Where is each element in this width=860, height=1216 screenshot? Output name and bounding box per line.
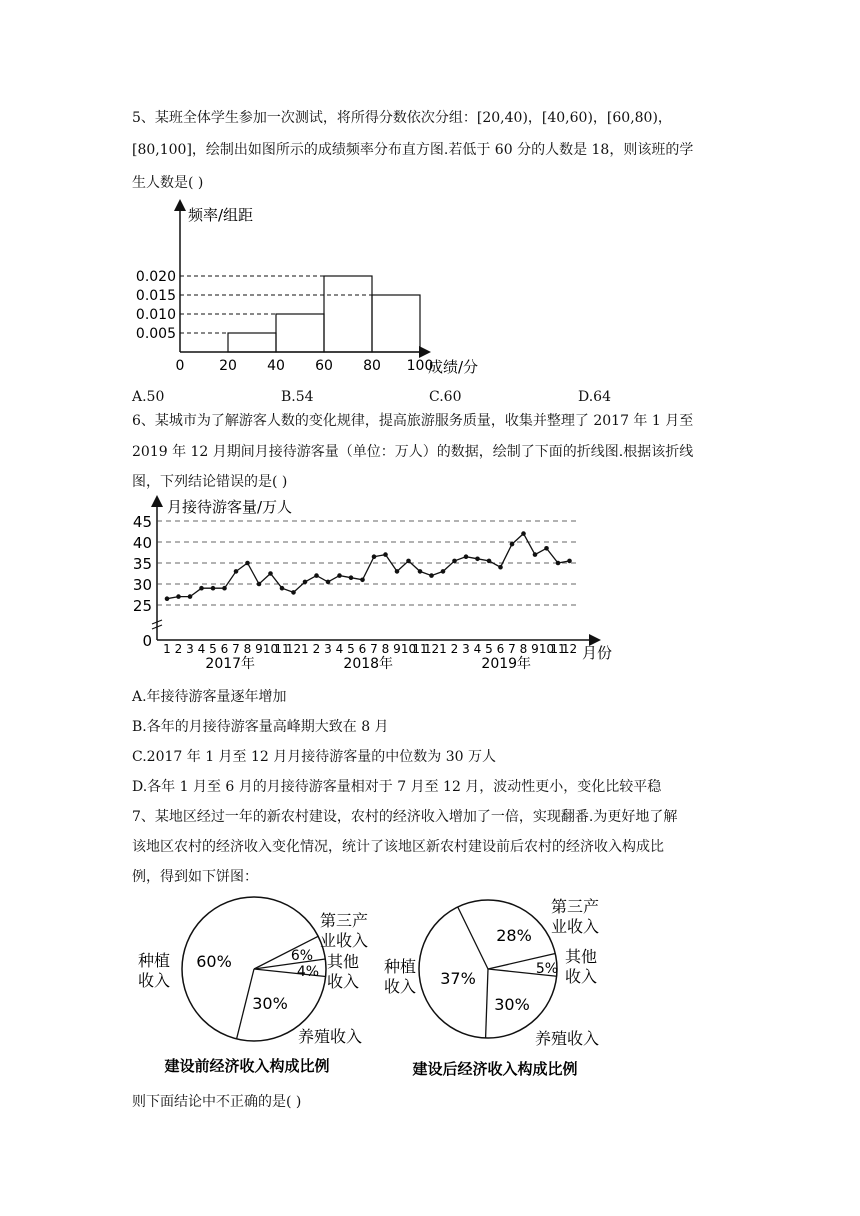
q6-line2: 2019 年 12 月期间月接待游客量（单位：万人）的数据，绘制了下面的折线图.根据该折线	[132, 444, 694, 460]
pie-title: 建设后经济收入构成比例	[412, 1060, 578, 1078]
month-tick-label: 12	[423, 642, 440, 656]
month-tick-label: 5	[485, 642, 493, 656]
x-tick-label: 40	[267, 358, 285, 374]
visitor-line-chart	[130, 493, 650, 673]
data-point	[234, 569, 239, 574]
slice-name-label: 业收入	[320, 931, 369, 950]
month-tick-label: 12	[561, 642, 578, 656]
data-point	[176, 594, 181, 599]
data-point	[257, 582, 262, 587]
data-point	[475, 557, 480, 562]
month-tick-label: 11	[274, 642, 290, 656]
slice-percent-label: 37%	[440, 969, 476, 988]
slice-name-label: 种植	[384, 957, 417, 976]
slice-percent-label: 4%	[296, 964, 320, 980]
y-tick-label: 30	[132, 576, 152, 594]
data-point	[395, 569, 400, 574]
data-point	[372, 554, 377, 559]
slice-divider	[486, 969, 488, 1038]
data-point	[452, 559, 457, 564]
month-tick-label: 4	[473, 642, 482, 656]
q6-option-b: B.各年的月接待游客量高峰期大致在 8 月	[132, 719, 389, 735]
histogram-bar	[276, 314, 324, 352]
q6-option-d: D.各年 1 月至 6 月的月接待游客量相对于 7 月至 12 月，波动性更小，变化比较平稳	[132, 779, 662, 795]
month-tick-label: 6	[220, 642, 229, 656]
month-tick-label: 5	[347, 642, 355, 656]
histogram-bar	[372, 295, 420, 352]
data-point	[199, 586, 204, 591]
slice-name-label: 收入	[138, 971, 171, 990]
slice-percent-label: 30%	[252, 994, 288, 1013]
y-axis-label: 频率/组距	[188, 206, 254, 224]
x-tick-label: 0	[175, 358, 185, 374]
q5-option-b: B.54	[281, 389, 314, 405]
y-tick-label: 0.010	[135, 307, 176, 323]
month-tick-label: 7	[508, 642, 516, 656]
year-label: 2018年	[343, 656, 394, 672]
data-point	[314, 573, 319, 578]
month-tick-label: 3	[186, 642, 194, 656]
month-tick-label: 10	[400, 642, 417, 656]
q5-option-c: C.60	[429, 389, 462, 405]
month-tick-label: 3	[324, 642, 332, 656]
q7-tail: 则下面结论中不正确的是( )	[132, 1094, 302, 1110]
y-tick-label: 0.005	[135, 326, 176, 342]
month-tick-label: 6	[496, 642, 505, 656]
slice-name-label: 收入	[384, 977, 417, 996]
y-tick-label: 40	[132, 534, 152, 552]
data-point	[464, 554, 469, 559]
y-tick-label: 35	[132, 555, 152, 573]
data-point	[245, 561, 250, 566]
slice-name-label: 养殖收入	[298, 1027, 363, 1046]
month-tick-label: 1	[301, 642, 309, 656]
pie-chart-after	[375, 888, 635, 1088]
x-tick-label: 60	[315, 358, 333, 374]
data-point	[441, 569, 446, 574]
month-tick-label: 11	[550, 642, 566, 656]
x-axis-label: 成绩/分	[428, 358, 479, 376]
q5-option-a: A.50	[132, 389, 165, 405]
y-tick-label: 0.015	[135, 288, 176, 304]
q5-line3: 生人数是( )	[132, 175, 204, 191]
y-tick-label: 0.020	[135, 269, 176, 285]
data-point	[556, 561, 561, 566]
data-point	[498, 565, 503, 570]
data-point	[521, 531, 526, 536]
data-point	[165, 596, 170, 601]
slice-percent-label: 5%	[535, 961, 559, 977]
data-point	[303, 580, 308, 585]
slice-name-label: 其他	[565, 947, 598, 966]
month-tick-label: 12	[285, 642, 302, 656]
month-tick-label: 10	[262, 642, 279, 656]
month-tick-label: 2	[174, 642, 183, 656]
slice-percent-label: 28%	[496, 926, 532, 945]
histogram-bar	[228, 333, 276, 352]
data-point	[406, 559, 411, 564]
month-tick-label: 6	[358, 642, 367, 656]
x-axis-label: 月份	[582, 644, 613, 662]
month-tick-label: 1	[439, 642, 447, 656]
data-point	[544, 546, 549, 551]
data-point	[429, 573, 434, 578]
pie-chart-before	[130, 888, 390, 1088]
data-point	[222, 586, 227, 591]
q5-option-d: D.64	[578, 389, 611, 405]
data-point	[510, 542, 515, 547]
slice-divider	[458, 907, 488, 969]
month-tick-label: 2	[312, 642, 321, 656]
y-tick-label: 0	[142, 632, 152, 650]
q5-line2: [80,100]，绘制出如图所示的成绩频率分布直方图.若低于 60 分的人数是 18，则该班的学	[132, 142, 694, 158]
slice-name-label: 养殖收入	[535, 1029, 600, 1048]
q7-line3: 例，得到如下饼图：	[132, 869, 258, 885]
year-label: 2019年	[481, 656, 532, 672]
data-point	[268, 571, 273, 576]
x-tick-label: 20	[219, 358, 237, 374]
slice-name-label: 收入	[327, 972, 360, 991]
month-tick-label: 8	[381, 642, 390, 656]
data-point	[349, 575, 354, 580]
data-point	[360, 578, 365, 583]
slice-name-label: 业收入	[551, 917, 600, 936]
month-tick-label: 1	[163, 642, 171, 656]
slice-name-label: 第三产	[320, 911, 369, 930]
data-point	[383, 552, 388, 557]
slice-percent-label: 60%	[196, 952, 232, 971]
slice-name-label: 收入	[565, 967, 598, 986]
q7-line1: 7、某地区经过一年的新农村建设，农村的经济收入增加了一倍，实现翻番.为更好地了解	[132, 809, 678, 825]
data-point	[487, 559, 492, 564]
month-tick-label: 11	[412, 642, 428, 656]
x-tick-label: 80	[363, 358, 381, 374]
q5-line1: 5、某班全体学生参加一次测试，将所得分数依次分组：[20,40)，[40,60)，[60,80)，	[132, 110, 672, 126]
q6-option-a: A.年接待游客量逐年增加	[132, 689, 287, 705]
series-line	[167, 534, 570, 599]
month-tick-label: 8	[243, 642, 252, 656]
data-point	[418, 569, 423, 574]
month-tick-label: 3	[462, 642, 470, 656]
month-tick-label: 9	[393, 642, 401, 656]
data-point	[211, 586, 216, 591]
year-label: 2017年	[205, 656, 256, 672]
data-point	[326, 580, 331, 585]
slice-name-label: 种植	[138, 951, 171, 970]
data-point	[337, 573, 342, 578]
slice-name-label: 第三产	[551, 897, 600, 916]
data-point	[291, 590, 296, 595]
data-point	[567, 559, 572, 564]
month-tick-label: 7	[370, 642, 378, 656]
q6-option-c: C.2017 年 1 月至 12 月月接待游客量的中位数为 30 万人	[132, 749, 496, 765]
month-tick-label: 2	[450, 642, 459, 656]
month-tick-label: 5	[209, 642, 217, 656]
month-tick-label: 4	[197, 642, 206, 656]
q7-line2: 该地区农村的经济收入变化情况，统计了该地区新农村建设前后农村的经济收入构成比	[132, 839, 664, 855]
month-tick-label: 9	[255, 642, 263, 656]
slice-percent-label: 6%	[290, 948, 314, 964]
slice-percent-label: 30%	[494, 995, 530, 1014]
q6-line1: 6、某城市为了解游客人数的变化规律，提高旅游服务质量，收集并整理了 2017 年 1 月至	[132, 413, 694, 429]
slice-name-label: 其他	[327, 952, 360, 971]
data-point	[533, 552, 538, 557]
x-tick-label: 100	[406, 358, 434, 374]
month-tick-label: 9	[531, 642, 539, 656]
histogram-chart	[120, 195, 520, 380]
q6-line3: 图，下列结论错误的是( )	[132, 474, 288, 490]
month-tick-label: 8	[519, 642, 528, 656]
month-tick-label: 7	[232, 642, 240, 656]
pie-title: 建设前经济收入构成比例	[164, 1057, 330, 1075]
data-point	[280, 586, 285, 591]
histogram-bar	[324, 276, 372, 352]
month-tick-label: 4	[335, 642, 344, 656]
month-tick-label: 10	[538, 642, 555, 656]
data-point	[188, 594, 193, 599]
y-axis-label: 月接待游客量/万人	[167, 498, 293, 516]
y-tick-label: 45	[132, 513, 152, 531]
y-tick-label: 25	[132, 597, 152, 615]
